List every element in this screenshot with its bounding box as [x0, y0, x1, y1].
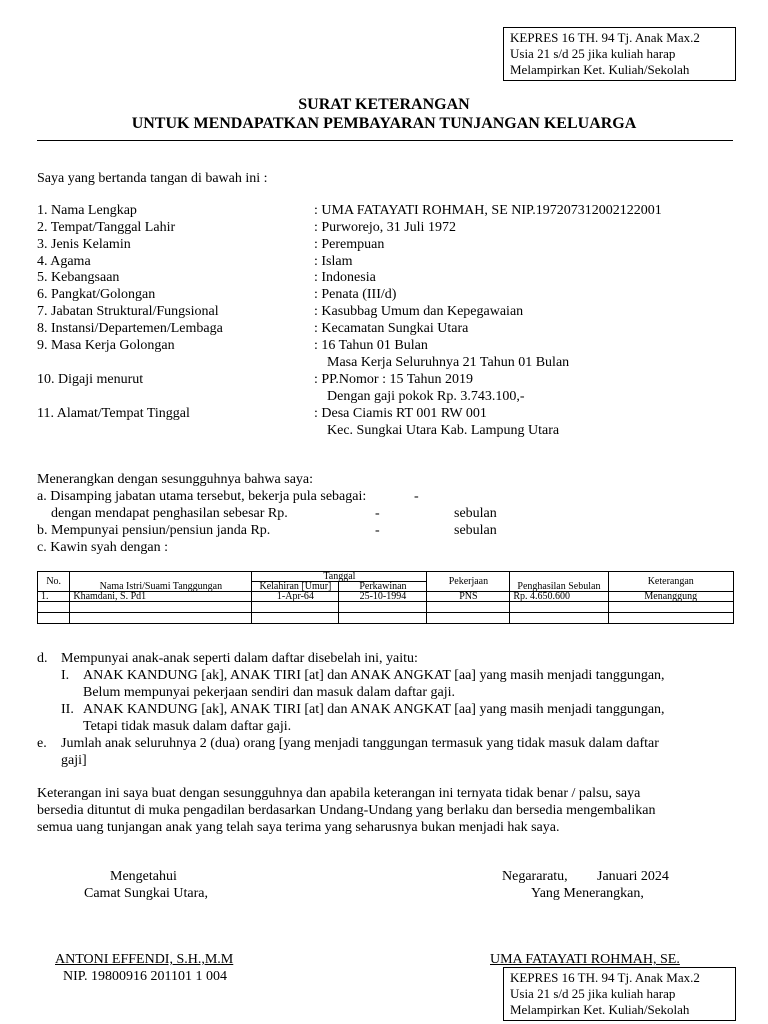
spouse-table: [37, 571, 734, 624]
document-title: SURAT KETERANGAN: [298, 96, 470, 113]
cell-name: Khamdani, S. Pd1: [70, 592, 252, 602]
field-label-birth: 2. Tempat/Tanggal Lahir: [37, 220, 176, 235]
field-label-rank: 6. Pangkat/Golongan: [37, 287, 156, 302]
kepres-note-top: [503, 27, 736, 81]
declare-a-line-2: dengan mendapat penghasilan sebesar Rp.: [51, 506, 288, 521]
col-header-no: No.: [38, 572, 70, 592]
declare-c: c. Kawin syah dengan :: [37, 540, 169, 555]
closing-line-2: bersedia dituntut di muka pengadilan berdasarkan Undang-Undang yang berlaku dan bersedia mengembalikan: [37, 803, 656, 818]
children-e-label: e.: [37, 736, 47, 751]
children-d-label: d.: [37, 651, 48, 666]
declare-b-dash: -: [375, 523, 380, 538]
field-label-gender: 3. Jenis Kelamin: [37, 237, 131, 252]
field-value-address: : Desa Ciamis RT 001 RW 001: [314, 406, 487, 421]
children-e-line-2: gaji]: [61, 753, 87, 768]
children-ii-line-2: Tetapi tidak masuk dalam daftar gaji.: [83, 719, 292, 734]
col-header-marriage: Perkawinan: [339, 582, 427, 592]
children-i-line-1: ANAK KANDUNG [ak], ANAK TIRI [at] dan ANAK ANGKAT [aa] yang masih menjadi tanggungan,: [83, 668, 665, 683]
declare-a-unit: sebulan: [454, 506, 497, 521]
declare-b-unit: sebulan: [454, 523, 497, 538]
col-header-remarks: Keterangan: [608, 572, 733, 592]
field-label-position: 7. Jabatan Struktural/Fungsional: [37, 304, 219, 319]
field-label-name: 1. Nama Lengkap: [37, 203, 137, 218]
table-row-empty: [38, 613, 734, 624]
field-label-nationality: 5. Kebangsaan: [37, 270, 120, 285]
table-row: [38, 592, 734, 602]
field-value-name: : UMA FATAYATI ROHMAH, SE NIP.197207312002122001: [314, 203, 662, 218]
field-value-agency: : Kecamatan Sungkai Utara: [314, 321, 469, 336]
cell-no: 1.: [38, 592, 70, 602]
field-label-religion: 4. Agama: [37, 254, 91, 269]
declare-a-dash-2: -: [375, 506, 380, 521]
note-line-3: Melampirkan Ket. Kuliah/Sekolah: [510, 62, 690, 77]
sign-left-nip: NIP. 19800916 201101 1 004: [63, 969, 227, 984]
cell-birth: 1-Apr-64: [252, 592, 339, 602]
sign-right-title: Yang Menerangkan,: [531, 886, 644, 901]
field-value-address-2: Kec. Sungkai Utara Kab. Lampung Utara: [327, 423, 560, 438]
sign-left-acknowledge: Mengetahui: [110, 869, 177, 884]
cell-marriage: 25-10-1994: [339, 592, 427, 602]
note-line-3: Melampirkan Ket. Kuliah/Sekolah: [510, 1002, 690, 1017]
sign-right-place: Negararatu,: [502, 869, 568, 884]
field-label-service-period: 9. Masa Kerja Golongan: [37, 338, 175, 353]
field-value-religion: : Islam: [314, 254, 353, 269]
title-divider: [37, 140, 733, 141]
field-label-salary: 10. Digaji menurut: [37, 372, 144, 387]
col-header-birth: Kelahiran [Umur]: [252, 582, 339, 592]
note-line-2: Usia 21 s/d 25 jika kuliah harap: [510, 986, 676, 1001]
cell-job: PNS: [427, 592, 510, 602]
field-value-birth: : Purworejo, 31 Juli 1972: [314, 220, 456, 235]
col-header-income: Penghasilan Sebulan: [510, 572, 608, 592]
field-value-service-total: Masa Kerja Seluruhnya 21 Tahun 01 Bulan: [327, 355, 570, 370]
sign-left-name: ANTONI EFFENDI, S.H.,M.M: [55, 952, 234, 967]
note-line-2: Usia 21 s/d 25 jika kuliah harap: [510, 46, 676, 61]
declare-intro: Menerangkan dengan sesungguhnya bahwa saya:: [37, 472, 314, 487]
field-value-rank: : Penata (III/d): [314, 287, 397, 302]
closing-line-1: Keterangan ini saya buat dengan sesungguhnya dan apabila keterangan ini ternyata tidak benar / palsu, saya: [37, 786, 641, 801]
note-line-1: KEPRES 16 TH. 94 Tj. Anak Max.2: [510, 970, 700, 985]
col-header-job: Pekerjaan: [427, 572, 510, 592]
document-subtitle: UNTUK MENDAPATKAN PEMBAYARAN TUNJANGAN KELUARGA: [131, 115, 637, 132]
sign-right-name: UMA FATAYATI ROHMAH, SE.: [490, 952, 680, 967]
field-label-agency: 8. Instansi/Departemen/Lembaga: [37, 321, 223, 336]
field-value-service-period: : 16 Tahun 01 Bulan: [314, 338, 428, 353]
closing-line-3: semua uang tunjangan anak yang telah saya terima yang seharusnya bukan menjadi hak saya.: [37, 820, 560, 835]
field-value-position: : Kasubbag Umum dan Kepegawaian: [314, 304, 524, 319]
children-ii-line-1: ANAK KANDUNG [ak], ANAK TIRI [at] dan ANAK ANGKAT [aa] yang masih menjadi tanggungan,: [83, 702, 665, 717]
children-e-line-1: Jumlah anak seluruhnya 2 (dua) orang [yang menjadi tanggungan termasuk yang tidak masuk dalam daftar: [61, 736, 659, 751]
col-header-name: Nama Istri/Suami Tanggungan: [70, 572, 252, 592]
cell-income: Rp. 4.650.600: [510, 592, 608, 602]
sign-right-date: Januari 2024: [597, 869, 669, 884]
field-value-salary-basis: : PP.Nomor : 15 Tahun 2019: [314, 372, 473, 387]
intro-text: Saya yang bertanda tangan di bawah ini :: [37, 171, 268, 186]
field-value-base-salary: Dengan gaji pokok Rp. 3.743.100,-: [327, 389, 525, 404]
field-label-address: 11. Alamat/Tempat Tinggal: [37, 406, 190, 421]
field-value-nationality: : Indonesia: [314, 270, 376, 285]
sign-left-title: Camat Sungkai Utara,: [84, 886, 209, 901]
declare-a-dash-1: -: [414, 489, 419, 504]
declare-b: b. Mempunyai pensiun/pensiun janda Rp.: [37, 523, 271, 538]
declare-a-line-1: a. Disamping jabatan utama tersebut, bekerja pula sebagai:: [37, 489, 367, 504]
children-i-label: I.: [61, 668, 70, 683]
note-line-1: KEPRES 16 TH. 94 Tj. Anak Max.2: [510, 30, 700, 45]
field-value-gender: : Perempuan: [314, 237, 385, 252]
col-header-date: Tanggal: [252, 572, 427, 582]
cell-remarks: Menanggung: [608, 592, 733, 602]
table-row-empty: [38, 602, 734, 613]
children-d-text: Mempunyai anak-anak seperti dalam daftar disebelah ini, yaitu:: [61, 651, 418, 666]
children-i-line-2: Belum mempunyai pekerjaan sendiri dan masuk dalam daftar gaji.: [83, 685, 456, 700]
kepres-note-bottom: [503, 967, 736, 1021]
children-ii-label: II.: [61, 702, 74, 717]
